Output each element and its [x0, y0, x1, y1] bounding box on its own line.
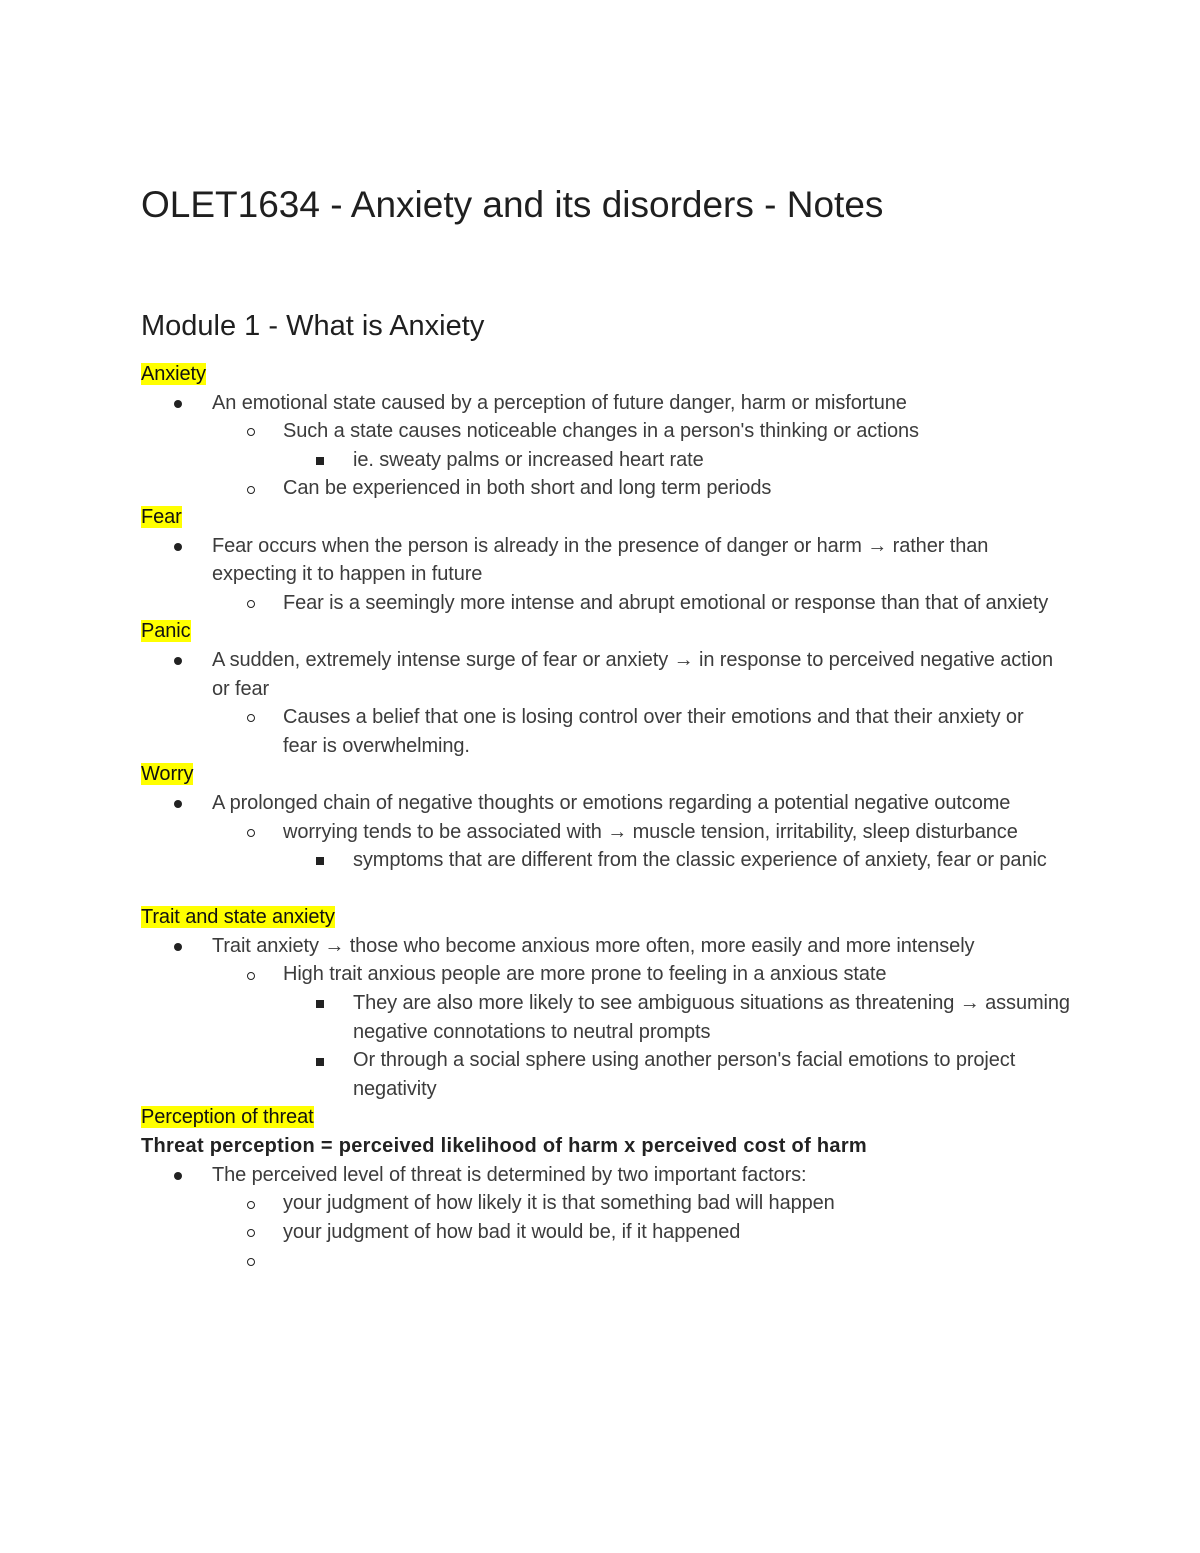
list-item-text: High trait anxious people are more prone to feeling in a anxious state: [283, 963, 887, 986]
list-item: [0, 789, 1072, 818]
threat-formula: Threat perception = perceived likelihood of harm x perceived cost of harm: [141, 1135, 867, 1158]
list-item: [0, 474, 1063, 503]
list-item: [0, 818, 1063, 847]
list-item-text: They are also more likely to see ambiguous situations as threatening → assuming negative connotations to neutral prompts: [353, 992, 1070, 1043]
bullet-circle-icon: [247, 1246, 255, 1275]
section-heading-trait-state: [0, 903, 1200, 932]
list-item: [0, 417, 1063, 446]
list-item: [0, 646, 1072, 703]
list-item: [0, 532, 1072, 589]
section-heading-panic: [0, 617, 1200, 646]
list-item-empty: [0, 1246, 1063, 1275]
bullet-square-icon: [316, 989, 324, 1018]
section-heading-worry: [0, 760, 1200, 789]
list-item-text: your judgment of how bad it would be, if it happened: [283, 1220, 741, 1243]
list-item-text: Fear occurs when the person is already in the presence of danger or harm → rather than expecting it to happen in future: [212, 534, 989, 586]
bullet-square-icon: [316, 446, 324, 475]
list-item-text: your judgment of how likely it is that something bad will happen: [283, 1192, 835, 1215]
list-item: [0, 1046, 1073, 1103]
list-item: [0, 960, 1063, 989]
bullet-square-icon: [316, 1046, 324, 1075]
bullet-dot-icon: [174, 389, 182, 418]
bullet-circle-icon: [247, 1189, 255, 1218]
highlight: Trait and state anxiety: [141, 906, 335, 929]
list-item: [0, 932, 1072, 961]
list-item: [0, 589, 1063, 618]
list-item-text: Or through a social sphere using another person's facial emotions to project negativity: [353, 1049, 1016, 1100]
section-heading-threat: [0, 1103, 1200, 1132]
bullet-circle-icon: [247, 474, 255, 503]
module-heading: Module 1 - What is Anxiety: [141, 310, 485, 342]
bullet-dot-icon: [174, 789, 182, 818]
highlight: Anxiety: [141, 363, 206, 385]
list-item: [0, 389, 1072, 418]
blank-line: [0, 875, 1200, 904]
bullet-circle-icon: [247, 417, 255, 446]
list-item-text: ie. sweaty palms or increased heart rate: [353, 448, 704, 471]
bullet-dot-icon: [174, 932, 182, 961]
list-item: [0, 1161, 1072, 1190]
list-item-text: Such a state causes noticeable changes in a person's thinking or actions: [283, 420, 919, 443]
list-item-text: worrying tends to be associated with → muscle tension, irritability, sleep disturbance: [283, 820, 1018, 843]
list-item: [0, 989, 1073, 1046]
notes-content: [0, 360, 1200, 1275]
section-heading-fear: [0, 503, 1200, 532]
bullet-dot-icon: [174, 646, 182, 675]
list-item-text: Causes a belief that one is losing control over their emotions and that their anxiety or fear is overwhelming.: [283, 706, 1024, 757]
highlight: Worry: [141, 763, 194, 786]
bullet-circle-icon: [247, 703, 255, 732]
document-title: OLET1634 - Anxiety and its disorders - Notes: [141, 184, 884, 225]
highlight: Fear: [141, 505, 182, 528]
list-item: [0, 446, 1073, 475]
bullet-dot-icon: [174, 1161, 182, 1190]
list-item-text: The perceived level of threat is determined by two important factors:: [212, 1163, 807, 1186]
list-item-text: A prolonged chain of negative thoughts or emotions regarding a potential negative outcome: [212, 791, 1011, 814]
list-item: [0, 846, 1073, 875]
highlight: Panic: [141, 620, 191, 643]
highlight: Perception of threat: [141, 1106, 314, 1129]
bullet-square-icon: [316, 846, 324, 875]
bullet-circle-icon: [247, 960, 255, 989]
list-item-text: Trait anxiety → those who become anxious more often, more easily and more intensely: [212, 934, 975, 957]
list-item-text: Fear is a seemingly more intense and abrupt emotional or response than that of anxiety: [283, 591, 1049, 614]
list-item: [0, 703, 1063, 760]
list-item: [0, 1189, 1063, 1218]
list-item: [0, 1218, 1063, 1247]
list-item-text: A sudden, extremely intense surge of fear or anxiety → in response to perceived negative action or fear: [212, 648, 1053, 700]
bullet-circle-icon: [247, 818, 255, 847]
list-item-text: Can be experienced in both short and long term periods: [283, 477, 772, 500]
bullet-circle-icon: [247, 589, 255, 618]
bullet-circle-icon: [247, 1218, 255, 1247]
list-item-text: symptoms that are different from the classic experience of anxiety, fear or panic: [353, 849, 1047, 872]
section-heading-anxiety: [0, 360, 1200, 389]
list-item-text: An emotional state caused by a perception of future danger, harm or misfortune: [212, 391, 907, 414]
bullet-dot-icon: [174, 532, 182, 561]
